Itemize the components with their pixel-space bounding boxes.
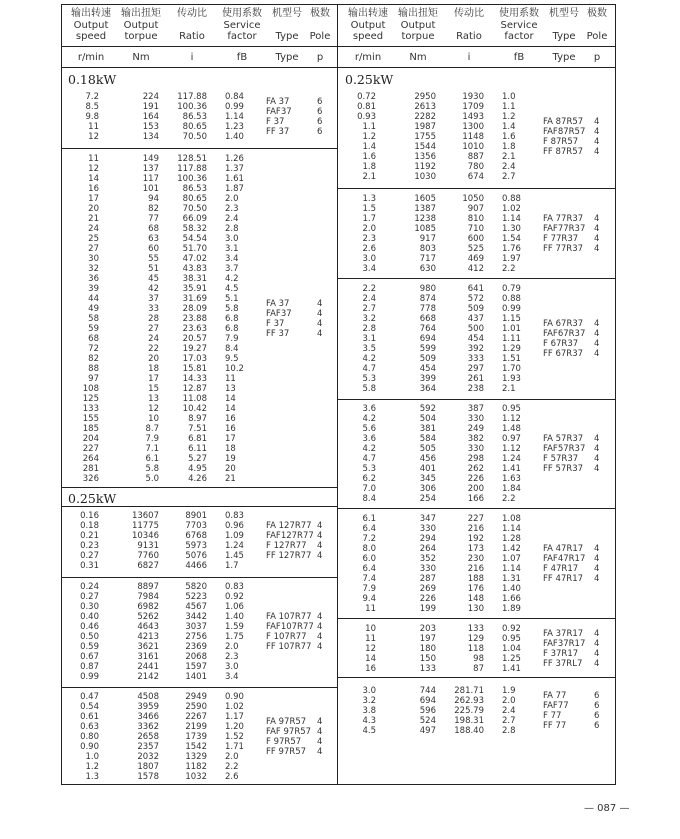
rule-line — [338, 67, 615, 68]
rule-line — [338, 618, 615, 619]
service-factor-values: 1.0 1.1 1.2 1.4 1.6 1.8 2.1 2.4 2.7 — [502, 92, 516, 182]
header-torque — [117, 8, 165, 42]
ratio-values: 5820 5223 4567 3442 3037 2756 2369 2068 1597 1401 — [185, 582, 207, 682]
model-type: FA 67R37 FAF67R37 F 67R37 FF 67R37 — [543, 319, 586, 359]
header-speed-cn: 输出转速 — [71, 8, 111, 19]
page-number: — 087 — — [584, 803, 630, 814]
service-factor-values: 0.84 0.99 1.14 1.23 1.40 — [225, 92, 244, 142]
rule-line — [338, 508, 615, 509]
header-service-en1: Service — [500, 20, 538, 31]
ratio-values: 387 330 249 382 330 298 262 226 200 166 — [467, 404, 484, 504]
header-ratio-en1 — [169, 20, 215, 31]
service-factor-values: 0.79 0.88 0.99 1.15 1.01 1.11 1.29 1.51 1.70 1.93 2.1 — [502, 284, 521, 394]
rule-line — [61, 784, 616, 785]
model-type: FA 37 FAF37 F 37 FF 37 — [266, 97, 292, 137]
header-pole-cn: 极数 — [310, 8, 330, 19]
speed-values: 7.2 8.5 9.8 11 12 — [85, 92, 99, 142]
speed-values: 0.47 0.54 0.61 0.63 0.80 0.90 1.0 1.2 1.3 — [80, 692, 99, 782]
header-speed — [67, 8, 115, 42]
torque-values: 13607 11775 10346 9131 7760 6827 — [131, 511, 159, 571]
unit-service: fB — [513, 52, 525, 63]
torque-values: 744 694 596 524 497 — [419, 686, 436, 736]
header-speed-cn: 输出转速 — [348, 8, 388, 19]
rule-line — [61, 687, 338, 688]
service-factor-values: 0.83 0.96 1.09 1.24 1.45 1.7 — [225, 511, 244, 571]
header-ratio-en2: Ratio — [179, 31, 205, 42]
pole-values: 4 4 4 4 — [594, 434, 600, 474]
speed-values: 3.6 4.2 5.6 3.6 4.2 4.7 5.3 6.2 7.0 8.4 — [362, 404, 376, 504]
header-type-cn: 机型号 — [549, 8, 579, 19]
speed-values: 0.24 0.27 0.30 0.40 0.46 0.50 0.59 0.67 0.87 0.99 — [80, 582, 99, 682]
pole-values: 4 4 4 4 — [594, 319, 600, 359]
ratio-values: 1930 1709 1493 1300 1148 1010 887 780 674 — [462, 92, 484, 182]
rule-line — [338, 188, 615, 189]
header-type-en2: Type — [552, 31, 576, 42]
unit-ratio: i — [467, 52, 471, 63]
header-service — [492, 8, 546, 42]
header-type-en2: Type — [275, 31, 299, 42]
header-ratio-en2: Ratio — [456, 31, 482, 42]
header-type — [267, 8, 307, 42]
unit-torque: Nm — [132, 52, 150, 63]
rule-line — [61, 46, 338, 47]
pole-values: 4 4 4 4 — [594, 117, 600, 157]
header-ratio-cn: 传动比 — [454, 8, 484, 19]
header-speed-en2: speed — [352, 31, 384, 42]
unit-type: Type — [552, 52, 576, 63]
rule-line — [338, 399, 615, 400]
rule-line — [61, 487, 338, 488]
header-type-en1 — [544, 20, 584, 31]
speed-values: 10 11 12 14 16 — [365, 624, 376, 674]
ratio-values: 641 572 509 437 500 454 392 333 297 261 238 — [467, 284, 484, 394]
header-type-en1 — [267, 20, 307, 31]
ratio-values: 1050 907 810 710 600 525 469 412 — [462, 194, 484, 274]
header-ratio-cn: 传动比 — [177, 8, 207, 19]
header-pole-en1 — [305, 20, 335, 31]
rule-line — [61, 67, 338, 68]
model-type: FA 57R37 FAF57R37 F 57R37 FF 57R37 — [543, 434, 586, 474]
model-type: FA 77 FAF77 F 77 FF 77 — [543, 691, 569, 731]
unit-pole: p — [316, 52, 324, 63]
model-type: FA 47R17 FAF47R17 F 47R17 FF 47R17 — [543, 544, 586, 584]
header-torque — [394, 8, 442, 42]
header-service-en1: Service — [223, 20, 261, 31]
rule-line — [61, 4, 616, 5]
header-service-en2: factor — [504, 31, 534, 42]
service-factor-values: 0.95 1.12 1.48 0.97 1.12 1.24 1.41 1.63 1.84 2.2 — [502, 404, 521, 504]
pole-values: 4 4 4 4 — [594, 214, 600, 254]
rule-line — [338, 278, 615, 279]
service-factor-values: 0.83 0.92 1.06 1.40 1.59 1.75 2.0 2.3 3.0 3.4 — [225, 582, 244, 682]
ratio-values: 128.51 117.88 100.36 86.53 80.65 70.50 66.09 58.32 54.54 51.70 47.02 43.83 38.31 35.91 31.69 28.09 23.88 23.63 20.57 19.27 17.03 15.81 14.33 12.87 11.08 10.42 8.97 7.51 6.81 6.11 5.27 4.95 4.26 — [177, 154, 207, 484]
rule-line — [338, 677, 615, 678]
header-service-en2: factor — [227, 31, 257, 42]
header-type-cn: 机型号 — [272, 8, 302, 19]
pole-values: 6 6 6 6 — [594, 691, 600, 731]
header-pole-en2: Pole — [309, 31, 331, 42]
pole-values: 4 4 4 4 — [317, 612, 323, 652]
model-type: FA 87R57 FAF87R57 F 87R57 FF 87R57 — [543, 117, 586, 157]
speed-values: 2.2 2.4 2.7 3.2 2.8 3.1 3.5 4.2 4.7 5.3 5.8 — [362, 284, 376, 394]
header-speed-en1: Output — [73, 20, 109, 31]
power-label: 0.25kW — [68, 491, 117, 506]
ratio-values: 227 216 192 173 230 216 188 176 148 130 — [467, 514, 484, 614]
ratio-values: 2949 2590 2267 2199 1739 1542 1329 1182 1032 — [185, 692, 207, 782]
rule-line — [61, 148, 338, 149]
header-pole-en1 — [582, 20, 612, 31]
column-divider — [61, 4, 62, 785]
torque-values: 224 191 164 153 134 — [142, 92, 159, 142]
pole-values: 4 4 4 4 — [317, 521, 323, 561]
header-torque-en2: torpue — [401, 31, 435, 42]
pole-values: 4 4 4 4 — [317, 299, 323, 339]
rule-line — [61, 506, 338, 507]
torque-values: 4508 3959 3466 3362 2658 2357 2032 1807 1578 — [137, 692, 159, 782]
header-torque-cn: 输出扭矩 — [398, 8, 438, 19]
pole-values: 4 4 4 4 — [594, 544, 600, 584]
service-factor-values: 0.88 1.02 1.14 1.30 1.54 1.76 1.97 2.2 — [502, 194, 521, 274]
unit-ratio: i — [190, 52, 194, 63]
header-ratio — [446, 8, 492, 42]
service-factor-values: 0.90 1.02 1.17 1.20 1.52 1.71 2.0 2.2 2.6 — [225, 692, 244, 782]
torque-values: 980 874 778 668 764 694 599 509 454 399 364 — [419, 284, 436, 394]
power-label: 0.18kW — [68, 72, 117, 87]
pole-values: 4 4 4 4 — [594, 629, 600, 669]
header-torque-en1: Output — [123, 20, 159, 31]
header-ratio-en1 — [446, 20, 492, 31]
service-factor-values: 1.08 1.14 1.28 1.42 1.07 1.14 1.31 1.40 1.66 1.89 — [502, 514, 521, 614]
torque-values: 347 330 294 264 352 330 287 269 226 199 — [419, 514, 436, 614]
header-speed-en1: Output — [350, 20, 386, 31]
unit-type: Type — [275, 52, 299, 63]
torque-values: 8897 7984 6982 5262 4643 4213 3621 3161 2441 2142 — [137, 582, 159, 682]
header-torque-en2: torpue — [124, 31, 158, 42]
pole-values: 6 6 6 6 — [317, 97, 323, 137]
unit-pole: p — [593, 52, 601, 63]
pole-values: 4 4 4 4 — [317, 717, 323, 757]
header-type — [544, 8, 584, 42]
torque-values: 592 504 381 584 505 456 401 345 306 254 — [419, 404, 436, 504]
torque-values: 1605 1387 1238 1085 917 803 717 630 — [414, 194, 436, 274]
column-divider — [337, 4, 338, 785]
model-type: FA 37 FAF37 F 37 FF 37 — [266, 299, 292, 339]
speed-values: 3.0 3.2 3.8 4.3 4.5 — [362, 686, 376, 736]
model-type: FA 127R77 FAF127R77 F 127R77 FF 127R77 — [266, 521, 314, 561]
header-speed-en2: speed — [75, 31, 107, 42]
unit-speed: r/min — [77, 52, 105, 63]
ratio-values: 117.88 100.36 86.53 80.65 70.50 — [177, 92, 207, 142]
ratio-values: 281.71 262.93 225.79 198.31 188.40 — [454, 686, 484, 736]
header-service — [215, 8, 269, 42]
header-torque-en1: Output — [400, 20, 436, 31]
service-factor-values: 0.92 0.95 1.04 1.25 1.41 — [502, 624, 521, 674]
header-service-cn: 使用系数 — [222, 8, 262, 19]
header-service-cn: 使用系数 — [499, 8, 539, 19]
speed-values: 1.3 1.5 1.7 2.0 2.3 2.6 3.0 3.4 — [362, 194, 376, 274]
torque-values: 2950 2613 2282 1987 1755 1544 1356 1192 1030 — [414, 92, 436, 182]
header-ratio — [169, 8, 215, 42]
model-type: FA 37R17 FAF37R17 F 37R17 FF 37RL7 — [543, 629, 586, 669]
header-torque-cn: 输出扭矩 — [121, 8, 161, 19]
power-label: 0.25kW — [345, 72, 394, 87]
speed-values: 0.72 0.81 0.93 1.1 1.2 1.4 1.6 1.8 2.1 — [357, 92, 376, 182]
model-type: FA 97R57 FAF 97R57 F 97R57 FF 97R57 — [266, 717, 312, 757]
torque-values: 203 197 180 150 133 — [419, 624, 436, 674]
service-factor-values: 1.26 1.37 1.61 1.87 2.0 2.3 2.4 2.8 3.0 3.1 3.4 3.7 4.2 4.5 5.1 5.8 6.8 6.8 7.9 8.4 9.5 10.2 11 13 14 14 16 16 17 18 19 20 21 — [225, 154, 244, 484]
header-pole — [305, 8, 335, 42]
header-pole-cn: 极数 — [587, 8, 607, 19]
speed-values: 6.1 6.4 7.2 8.0 6.0 6.4 7.4 7.9 9.4 11 — [362, 514, 376, 614]
rule-line — [61, 577, 338, 578]
header-pole-en2: Pole — [586, 31, 608, 42]
unit-torque: Nm — [409, 52, 427, 63]
model-type: FA 107R77 FAF107R77 F 107R77 FF 107R77 — [266, 612, 314, 652]
ratio-values: 133 129 118 98 87 — [467, 624, 484, 674]
speed-values: 11 12 14 16 17 20 21 24 25 27 30 32 36 39 44 49 58 59 68 72 82 88 97 108 125 133 155 185 204 227 264 281 326 — [82, 154, 99, 484]
model-type: FA 77R37 FAF77R37 F 77R37 FF 77R37 — [543, 214, 586, 254]
header-speed — [344, 8, 392, 42]
service-factor-values: 1.9 2.0 2.4 2.7 2.8 — [502, 686, 516, 736]
ratio-values: 8901 7703 6768 5973 5076 4466 — [185, 511, 207, 571]
torque-values: 149 137 117 101 94 82 77 68 63 60 55 51 45 42 37 33 28 27 24 22 20 18 17 15 13 12 10 8.7 7.9 7.1 6.1 5.8 5.0 — [142, 154, 159, 484]
header-pole — [582, 8, 612, 42]
speed-values: 0.16 0.18 0.21 0.23 0.27 0.31 — [80, 511, 99, 571]
unit-service: fB — [236, 52, 248, 63]
rule-line — [338, 46, 615, 47]
unit-speed: r/min — [354, 52, 382, 63]
column-divider — [615, 4, 616, 785]
